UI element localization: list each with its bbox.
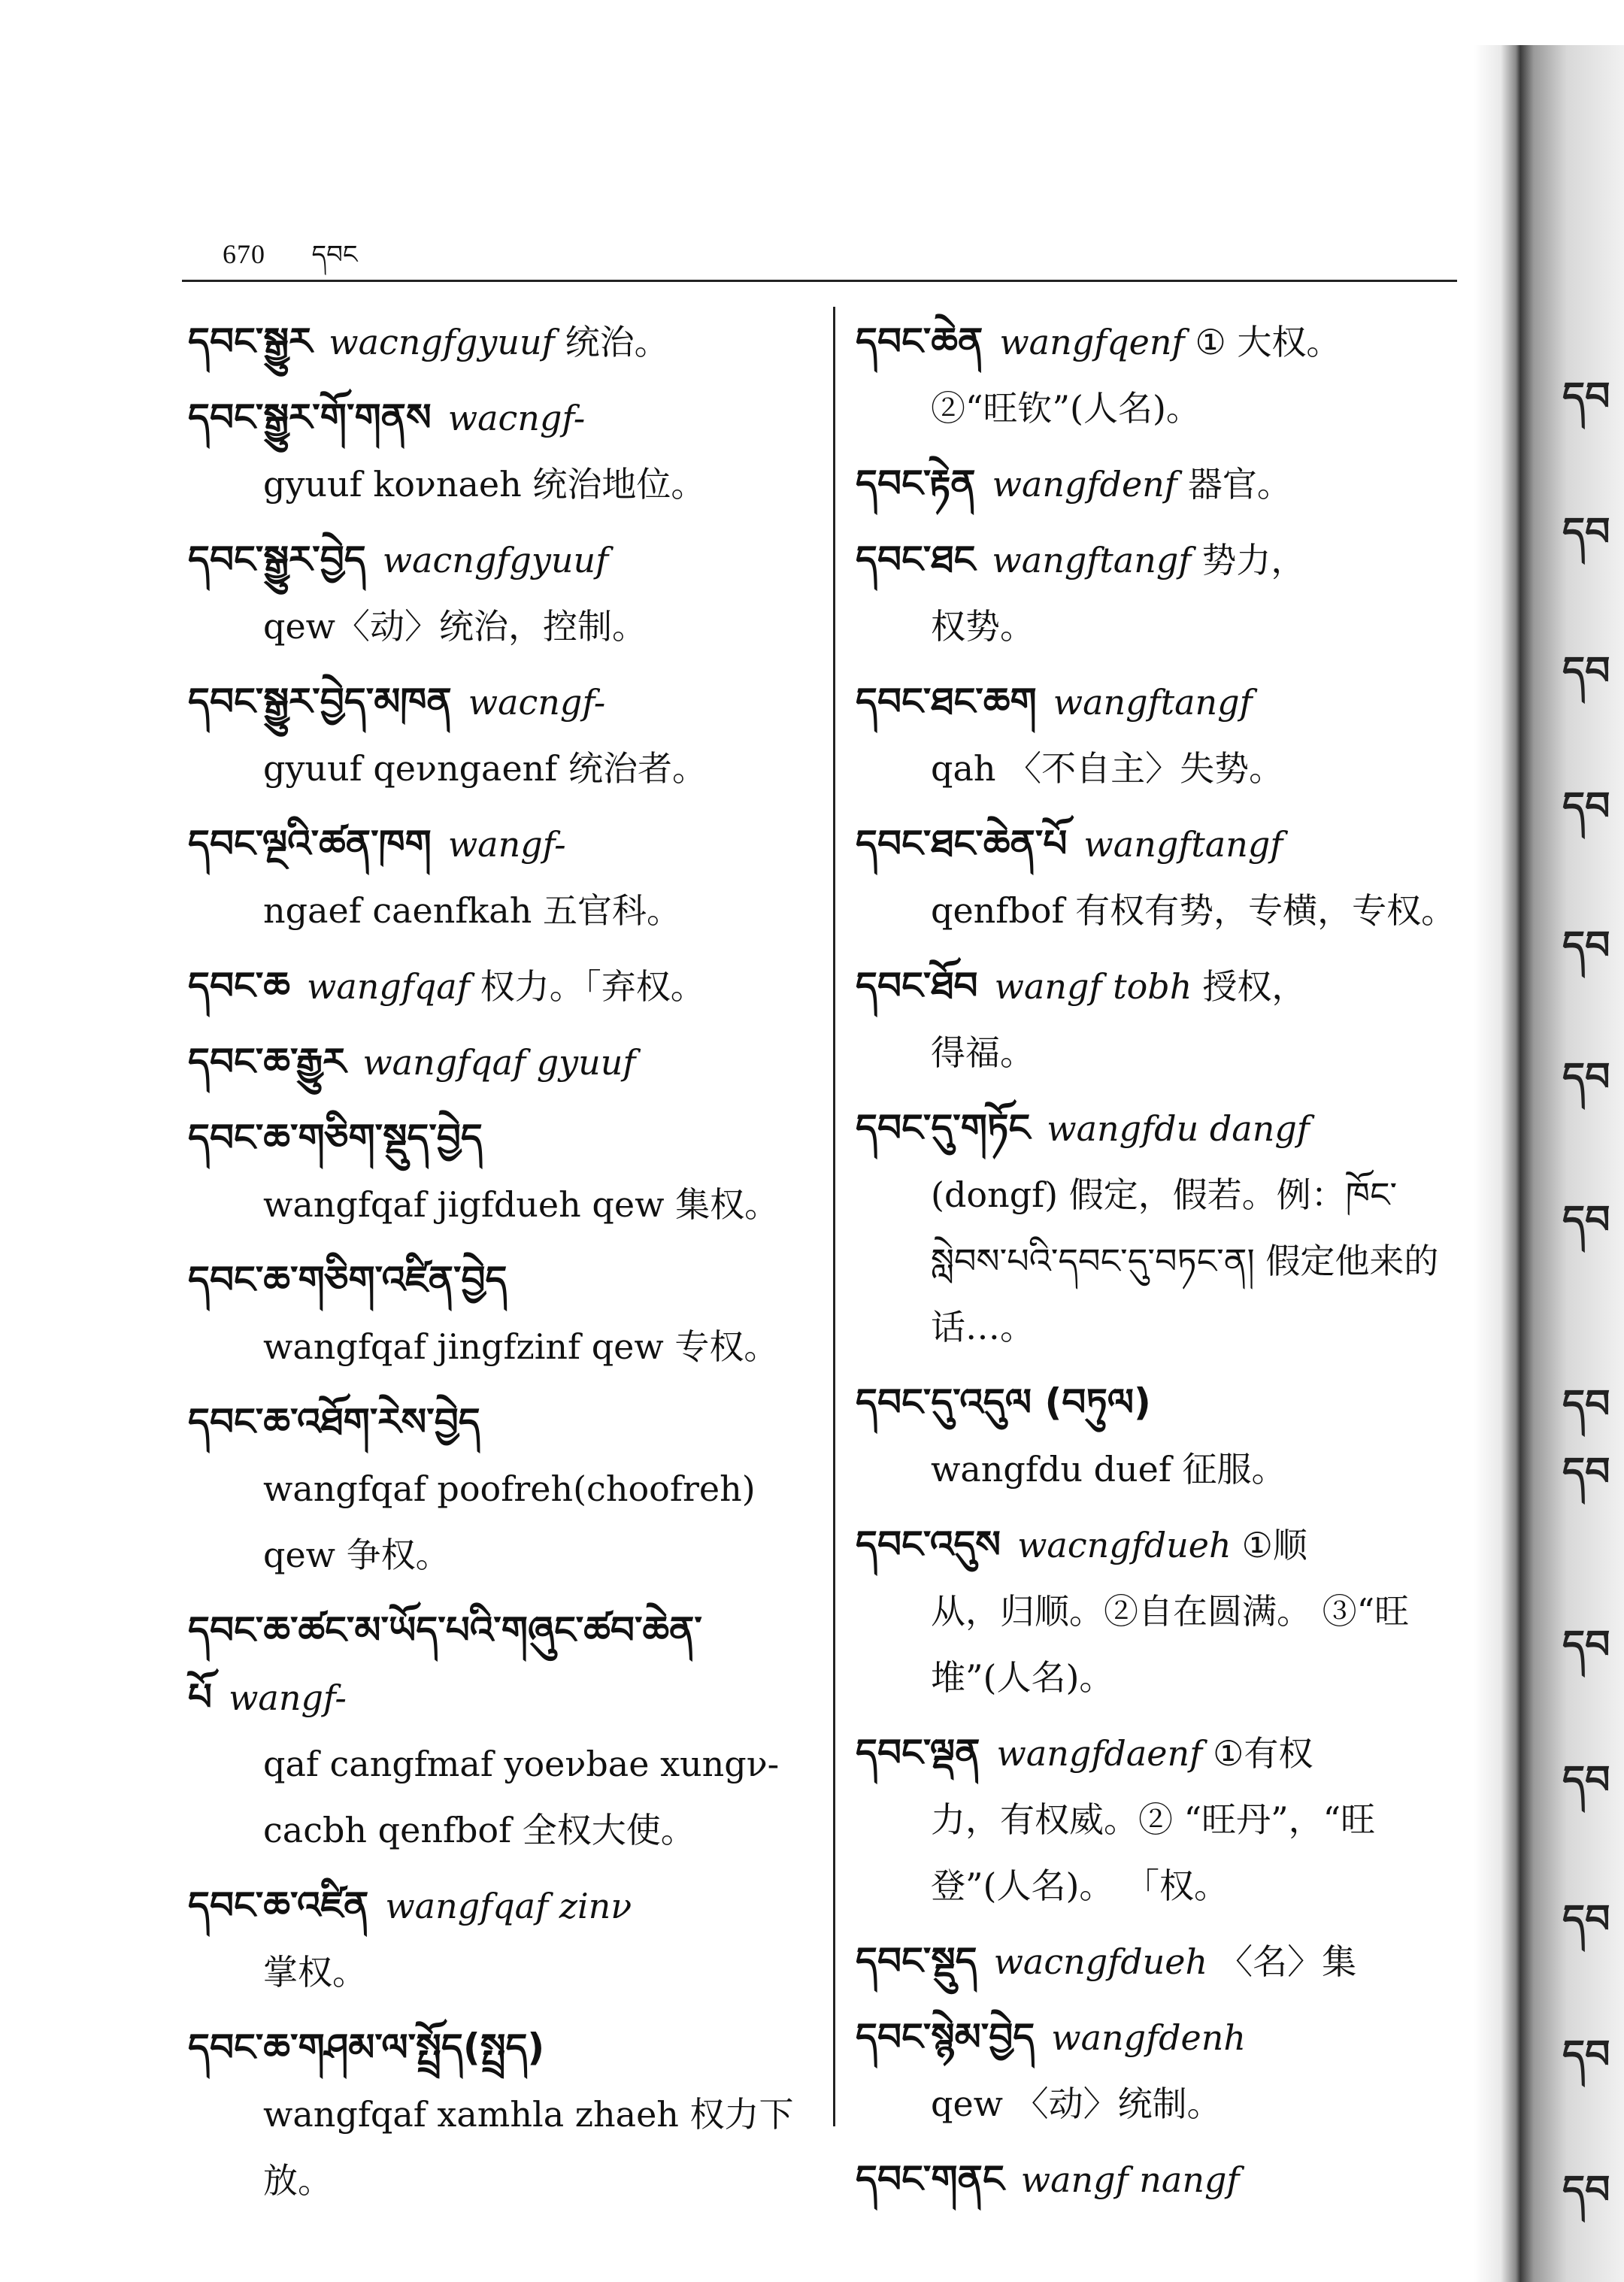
entry-romanization: wangfdu dangf [1047, 1108, 1310, 1149]
entry-romanization: wacngfdueh [1017, 1525, 1232, 1565]
dictionary-entry [188, 1247, 812, 1380]
entry-romanization: wangftangf [992, 540, 1192, 580]
next-page-headword-stub: དབ [1562, 1450, 1610, 1495]
next-page-headword-stub: དབ [1562, 1897, 1610, 1942]
entry-headword: དབང་ལྔའི་ཚན་ཁག [188, 822, 432, 865]
entry-headword: དབང་སྒྱུར [188, 320, 313, 363]
entry-headword: དབང་ཆ་རྒྱུར [188, 1040, 347, 1083]
entry-romanization: wacngf- [447, 398, 586, 438]
entry-continuation: qenfbof 有权有势，专横，专权。 [931, 890, 1456, 931]
dictionary-entry [188, 1389, 812, 1588]
entry-continuation: 得福。 [931, 1032, 1035, 1073]
entry-definition: 统治。 [565, 322, 669, 362]
dictionary-entry [188, 668, 812, 802]
entry-romanization: wangftangf [1083, 824, 1283, 865]
entry-romanization: wangf tobh [994, 966, 1192, 1007]
entry-headword: དབང་དུ་འདུལ (བཏུལ) [856, 1380, 1151, 1424]
entry-headword: དབང་གནང [856, 2157, 1004, 2201]
entry-romanization: wangftangf [1053, 682, 1253, 723]
entry-headword: དབང་ཐོབ [856, 964, 978, 1008]
entry-continuation: 掌权。 [263, 1952, 367, 1993]
entry-continuation: qew 〈动〉统制。 [931, 2083, 1222, 2124]
entry-continuation: ngaef caenfkah 五官科。 [263, 890, 681, 931]
entry-romanization: wangfqaf zinν [385, 1886, 632, 1926]
dictionary-entry [856, 2004, 1472, 2137]
entry-headword: དབང་ཆ [188, 964, 290, 1008]
dictionary-entry [856, 526, 1472, 659]
entry-headword: དབང་ཆ་འཐོག་རེས་བྱེད [188, 1400, 480, 1444]
entry-headword: དབང་སྒྱུར་བྱེད་མཁན [188, 680, 452, 723]
next-page-headword-stub: དབ [1562, 784, 1610, 829]
entry-continuation: qaf cangfmaf yoeνbae xungν-cacbh qenfbof 全权大使。 [263, 1744, 780, 1850]
entry-continuation: wangfqaf poofreh(choofreh) qew 争权。 [263, 1468, 756, 1575]
entry-definition: 势力， [1201, 540, 1306, 580]
entry-continuation: qew〈动〉统治，控制。 [263, 606, 647, 647]
entry-continuation: 权势。 [931, 606, 1035, 647]
next-page-headword-stub: དབ [1562, 1382, 1610, 1427]
entry-romanization: wangf nangf [1020, 2159, 1240, 2200]
dictionary-entry [188, 1597, 812, 1863]
dictionary-entry [188, 1029, 812, 1096]
left-column [188, 308, 812, 2223]
next-page-headword-stub: དབ [1562, 374, 1610, 420]
dictionary-entry [856, 308, 1472, 441]
dictionary-entry [188, 526, 812, 659]
page-header [223, 226, 358, 298]
entry-headword: དབང་ལྡན [856, 1731, 980, 1774]
entry-headword: དབང་ཆ་འཛིན [188, 1883, 369, 1927]
entry-headword: དབང་ཆ་གཅིག་སྡུད་བྱེད [188, 1116, 483, 1159]
entry-definition: 〈名〉集 [1218, 1941, 1357, 1982]
entry-romanization: wacngfgyuuf [382, 540, 609, 580]
dictionary-entry [188, 2014, 812, 2214]
entry-romanization: wangfdenh [1051, 2017, 1247, 2058]
entry-continuation: 力，有权威。② “旺丹”，“旺登”(人名)。 「权。 [931, 1799, 1376, 1906]
entry-continuation: gyuuf qeνngaenf 统治者。 [263, 748, 707, 789]
dictionary-entry [188, 811, 812, 944]
entry-continuation: wangfqaf xamhla zhaeh 权力下放。 [263, 2094, 794, 2201]
entry-continuation: wangfdu duef 征服。 [931, 1449, 1286, 1490]
running-head: དབང [311, 240, 358, 270]
entry-headword: དབང་འདུས [856, 1523, 1001, 1566]
entry-headword: དབང་སྒྱུར་གོ་གནས [188, 395, 432, 439]
entry-headword: དབང་ཆ་གཤམ་ལ་སྤྲོད(སྤྲད) [188, 2026, 545, 2069]
entry-continuation: ②“旺钦”(人名)。 [931, 388, 1201, 429]
next-page-headword-stub: དབ [1562, 1055, 1610, 1100]
dictionary-entry [188, 384, 812, 517]
column-divider [833, 307, 835, 2126]
entry-definition: 权力。「弃权。 [480, 966, 705, 1007]
dictionary-entry [188, 1105, 812, 1238]
dictionary-entry [856, 668, 1472, 802]
entry-headword: དབང་རྟེན [856, 462, 976, 505]
entry-continuation: wangfqaf jigfdueh qew 集权。 [263, 1184, 780, 1225]
dictionary-entry [856, 1369, 1472, 1502]
entry-romanization: wacngfgyuuf [329, 322, 555, 362]
entry-continuation: gyuuf koνnaeh 统治地位。 [263, 464, 706, 505]
next-page-headword-stub: དབ [1562, 1758, 1610, 1803]
entry-romanization: wangfdenf [992, 464, 1177, 505]
entry-headword: དབང་ཐང་ཆག [856, 680, 1037, 723]
dictionary-entry [188, 953, 812, 1020]
dictionary-entry [856, 811, 1472, 944]
entry-headword: དབང་ཐང [856, 538, 976, 581]
right-column [856, 308, 1472, 2222]
next-page-headword-stub: དབ [1562, 649, 1610, 694]
entry-definition: 器官。 [1187, 464, 1292, 505]
dictionary-entry [856, 953, 1472, 1086]
next-page-headword-stub: དབ [1562, 1198, 1610, 1243]
dictionary-entry [856, 2146, 1472, 2213]
entry-romanization: wangfdaenf [996, 1733, 1203, 1774]
entry-romanization: wacngf- [468, 682, 606, 723]
entry-headword: དབང་ཐང་ཆེན་པོ [856, 822, 1068, 865]
entry-definition: 授权， [1202, 966, 1307, 1007]
entry-headword: དབང་དུ་གཏོང [856, 1106, 1031, 1150]
entry-headword: དབང་ཆེན [856, 320, 983, 363]
entry-romanization: wacngfdueh [993, 1941, 1208, 1982]
entry-romanization: wangfqaf [306, 966, 470, 1007]
entry-headword: དབང་སྡུད [856, 1939, 977, 1983]
entry-romanization: wangf- [447, 824, 566, 865]
dictionary-entry [856, 1928, 1472, 1995]
entry-continuation: qah 〈不自主〉失势。 [931, 748, 1284, 789]
next-page-headword-stub: དབ [1562, 2168, 1610, 2213]
next-page-headword-stub: དབ [1562, 510, 1610, 555]
entry-definition: ① 大权。 [1195, 322, 1341, 362]
dictionary-entry [856, 1511, 1472, 1711]
entry-continuation: 从，归顺。②自在圆满。 ③“旺堆”(人名)。 [931, 1591, 1410, 1698]
entry-continuation: wangfqaf jingfzinf qew 专权。 [263, 1326, 779, 1367]
entry-continuation: (dongf) 假定，假若。例：ཁོང་སླེབས་པའི་དབང་དུ་བཏང་ན། 假定他来的话…。 [931, 1174, 1439, 1347]
next-page-headword-stub: དབ [1562, 923, 1610, 968]
dictionary-entry [856, 1095, 1472, 1360]
next-page-headword-stub: དབ [1562, 1623, 1610, 1668]
dictionary-entry [188, 1872, 812, 2005]
entry-romanization: wangf- [229, 1677, 347, 1718]
page-number: 670 [223, 239, 265, 269]
header-rule [182, 280, 1457, 282]
entry-definition: ①有权 [1213, 1733, 1313, 1774]
next-page-headword-stub: དབ [1562, 2032, 1610, 2077]
entry-headword: དབང་ཆ་གཅིག་འཛིན་བྱེད [188, 1258, 508, 1302]
dictionary-entry [856, 1720, 1472, 1919]
entry-headword: དབང་སྒྱུར་བྱེད [188, 538, 366, 581]
entry-romanization: wangfqaf gyuuf [362, 1042, 636, 1083]
entry-headword: དབང་སྙེམ་བྱེད [856, 2015, 1035, 2059]
dictionary-entry [856, 450, 1472, 517]
entry-definition: ①顺 [1241, 1525, 1307, 1565]
entry-romanization: wangfqenf [999, 322, 1185, 362]
dictionary-entry [188, 308, 812, 375]
entry-headword: དབང་ཆ་ཚང་མ་ཡོད་པའི་གཞུང་ཚབ་ཆེན་པོ [188, 1608, 702, 1719]
